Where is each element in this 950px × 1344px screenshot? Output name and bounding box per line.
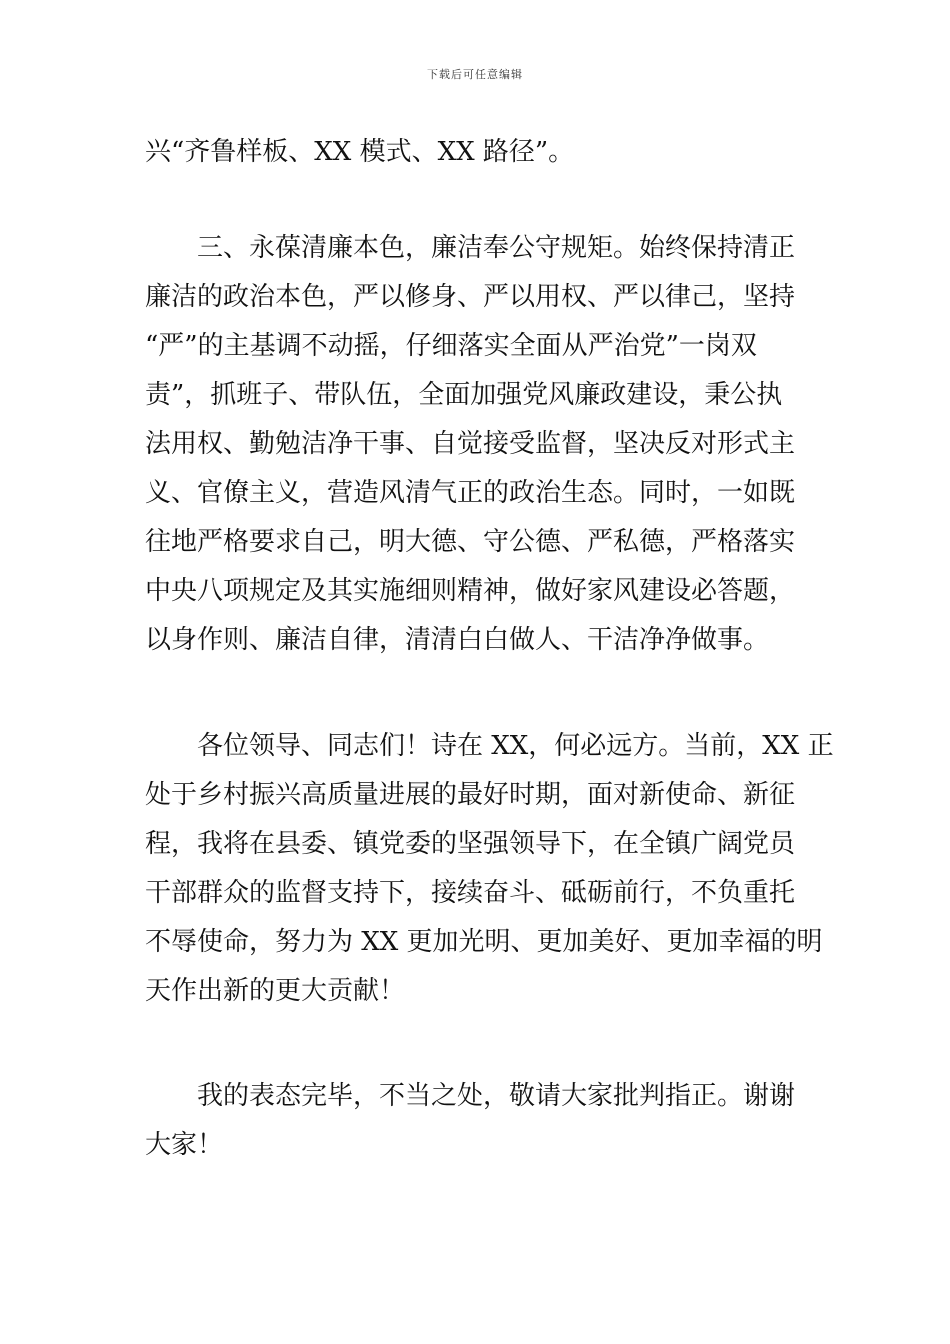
text-line: 程，我将在县委、镇党委的坚强领导下，在全镇广阔党员 [145, 829, 796, 859]
text-line: 大家！ [145, 1130, 224, 1160]
page-header-note: 下载后可任意编辑 [427, 68, 523, 81]
paragraph-section-three [145, 224, 810, 665]
text-line: 以身作则、廉洁自律，清清白白做人、干洁净净做事。 [145, 625, 770, 655]
text-line: 干部群众的监督支持下，接续奋斗、砥砺前行，不负重托 [145, 878, 796, 908]
text-line: “严”的主基调不动摇，仔细落实全面从严治党”一岗双 [145, 331, 757, 361]
text-line: 各位领导、同志们！诗在 XX，何必远方。当前，XX 正 [145, 731, 834, 761]
text-line: 责”，抓班子、带队伍，全面加强党风廉政建设，秉公执 [145, 380, 783, 410]
text-line: 中央八项规定及其实施细则精神，做好家风建设必答题， [145, 576, 796, 606]
paragraph-address-leaders [145, 722, 834, 1016]
text-line: 法用权、勤勉洁净干事、自觉接受监督，坚决反对形式主 [145, 429, 796, 459]
text-line: 兴“齐鲁样板、XX 模式、XX 路径”。 [145, 137, 575, 167]
text-line: 天作出新的更大贡献！ [145, 976, 406, 1006]
text-line: 处于乡村振兴高质量进展的最好时期，面对新使命、新征 [145, 780, 796, 810]
text-line: 廉洁的政治本色，严以修身、严以用权、严以律己，坚持 [145, 282, 796, 312]
paragraph-intro-continuation [145, 128, 810, 177]
text-line: 往地严格要求自己，明大德、守公德、严私德，严格落实 [145, 527, 796, 557]
text-line: 三、永葆清廉本色，廉洁奉公守规矩。始终保持清正 [145, 233, 796, 263]
paragraph-closing [145, 1072, 810, 1170]
text-line: 义、官僚主义，营造风清气正的政治生态。同时，一如既 [145, 478, 796, 508]
text-line: 不辱使命，努力为 XX 更加光明、更加美好、更加幸福的明 [145, 927, 823, 957]
text-line: 我的表态完毕，不当之处，敬请大家批判指正。谢谢 [145, 1081, 796, 1111]
